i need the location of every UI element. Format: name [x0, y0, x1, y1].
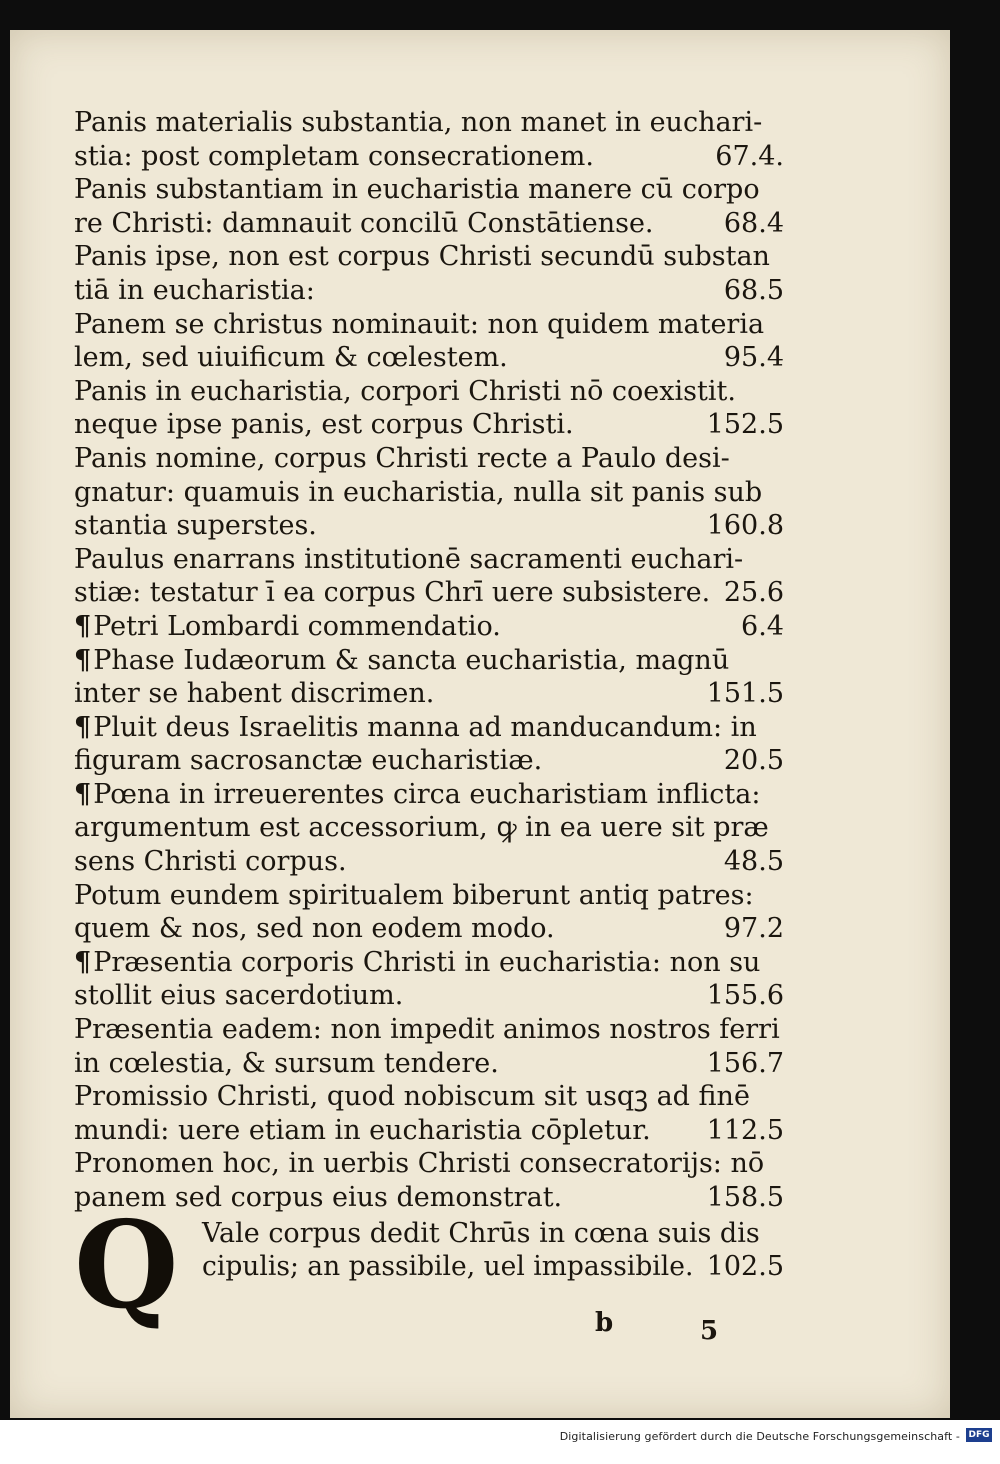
index-entry-text: quem & nos, sed non eodem modo.	[74, 913, 555, 945]
index-entry-text: cipulis; an passibile, uel impassibile.	[202, 1251, 694, 1283]
index-entry-text: panem sed corpus eius demonstrat.	[74, 1182, 563, 1213]
index-line	[74, 576, 784, 610]
index-line	[74, 1047, 784, 1081]
pilcrow-mark: ¶	[74, 644, 92, 676]
page-reference: 6.4	[741, 610, 784, 642]
index-entry-text: Præsentia corporis Christi in eucharistia: non su	[93, 946, 761, 978]
page-reference: 160.8	[706, 510, 784, 542]
index-entry-text: Panis nomine, corpus Christi recte a Paulo desi-	[74, 442, 730, 474]
index-line	[74, 1013, 784, 1047]
index-line	[74, 644, 784, 678]
index-line	[74, 274, 784, 308]
index-entry-text: Panem se christus nominauit: non quidem materia	[74, 308, 765, 340]
index-line	[74, 207, 784, 241]
index-entry-text: stiæ: testatur ī ea corpus Chrī uere subsistere.	[74, 577, 711, 609]
page-reference: 158.5	[706, 1182, 784, 1213]
index-line	[74, 778, 784, 812]
index-column	[74, 106, 784, 1336]
index-entry-text: tiā in eucharistia:	[74, 274, 315, 306]
book-page	[10, 30, 950, 1418]
pilcrow-mark: ¶	[74, 711, 92, 743]
index-entry-text: figuram sacrosanctæ eucharistiæ.	[74, 745, 543, 777]
index-entry-text: Paulus enarrans institutionē sacramenti euchari-	[74, 543, 744, 575]
index-line	[74, 140, 784, 174]
page-reference: 151.5	[706, 678, 784, 710]
page-reference: 97.2	[723, 913, 784, 945]
index-entry-text: re Christi: damnauit concilū Constātiense.	[74, 207, 654, 239]
index-entry-text: inter se habent discrimen.	[74, 678, 435, 710]
index-entry-text: Panis ipse, non est corpus Christi secundū substan	[74, 241, 770, 273]
index-entry-text: Præsentia eadem: non impedit animos nostros ferri	[74, 1014, 780, 1046]
index-entry-text: Potum eundem spiritualem biberunt antiq patres:	[74, 879, 754, 911]
index-line	[202, 1250, 784, 1284]
index-line	[74, 946, 784, 980]
catchword: 5	[700, 1316, 719, 1346]
pilcrow-mark: ¶	[74, 778, 92, 810]
index-line	[74, 912, 784, 946]
index-entry-text: Panis materialis substantia, non manet in euchari-	[74, 107, 763, 138]
signature-mark: b	[595, 1308, 614, 1338]
index-entry-text: Petri Lombardi commendatio.	[93, 610, 501, 642]
page-reference: 95.4	[723, 342, 784, 374]
index-line	[74, 543, 784, 577]
index-line	[74, 476, 784, 510]
dfg-logo: DFG	[966, 1428, 992, 1442]
index-line	[74, 744, 784, 778]
page-reference: 67.4.	[715, 140, 784, 172]
index-line	[74, 677, 784, 711]
pilcrow-mark: ¶	[74, 946, 92, 978]
index-line	[74, 610, 784, 644]
page-reference: 68.4	[723, 207, 784, 239]
index-entry-text: Pronomen hoc, in uerbis Christi consecratorijs: nō	[74, 1148, 765, 1180]
index-entry-text: neque ipse panis, est corpus Christi.	[74, 409, 574, 441]
index-line	[74, 341, 784, 375]
page-reference: 48.5	[723, 846, 784, 878]
index-entry-text: Pœna in irreuerentes circa eucharistiam inflicta:	[93, 778, 761, 810]
index-entry-text: Panis in eucharistia, corpori Christi nō coexistit.	[74, 375, 736, 407]
index-line	[74, 442, 784, 476]
index-line	[74, 979, 784, 1013]
index-entry-text: stia: post completam consecrationem.	[74, 140, 594, 172]
page-reference: 152.5	[706, 409, 784, 441]
index-line	[74, 711, 784, 745]
index-entry-text: Promissio Christi, quod nobiscum sit usqꝫ ad finē	[74, 1081, 750, 1113]
page-reference: 68.5	[723, 274, 784, 306]
footer-bar	[0, 1420, 1000, 1464]
index-line	[74, 845, 784, 879]
page-reference: 156.7	[706, 1047, 784, 1079]
index-line	[74, 375, 784, 409]
index-entry-text: sens Christi corpus.	[74, 846, 347, 878]
index-entry-text: Panis substantiam in eucharistia manere cū corpo	[74, 174, 760, 206]
index-entry-text: Vale corpus dedit Chrūs in cœna suis dis	[202, 1217, 760, 1249]
index-line	[74, 240, 784, 274]
index-entry-text: Pluit deus Israelitis manna ad manducandum: in	[93, 711, 757, 743]
index-entry-text: stollit eius sacerdotium.	[74, 980, 404, 1012]
index-line	[74, 106, 784, 140]
dropcap-letter: Q	[74, 1194, 179, 1336]
index-entry-text: argumentum est accessorium, ꝙ in ea uere sit præ	[74, 812, 769, 844]
index-line	[74, 308, 784, 342]
page-reference: 112.5	[706, 1114, 784, 1146]
index-line	[74, 408, 784, 442]
pilcrow-mark: ¶	[74, 610, 92, 642]
page-reference: 25.6	[723, 577, 784, 609]
index-entry-text: gnatur: quamuis in eucharistia, nulla sit panis sub	[74, 476, 763, 508]
index-line	[74, 811, 784, 845]
index-entry-text: Phase Iudæorum & sancta eucharistia, magnū	[93, 644, 730, 676]
index-line	[74, 1080, 784, 1114]
index-entry-text: in cœlestia, & sursum tendere.	[74, 1047, 499, 1079]
index-entry-text: stantia superstes.	[74, 510, 317, 542]
index-line	[74, 1147, 784, 1181]
index-line	[74, 1181, 784, 1215]
index-line	[74, 1114, 784, 1148]
index-entry-text: mundi: uere etiam in eucharistia cōpletur.	[74, 1114, 651, 1146]
index-line	[74, 173, 784, 207]
page-reference: 20.5	[723, 745, 784, 777]
funding-note: Digitalisierung gefördert durch die Deutsche Forschungsgemeinschaft -	[559, 1430, 960, 1443]
page-reference: 102.5	[706, 1251, 784, 1283]
index-line	[74, 509, 784, 543]
dropcap-lines	[202, 1217, 784, 1284]
index-entry-text: lem, sed uiuificum & cœlestem.	[74, 342, 508, 374]
index-line	[74, 879, 784, 913]
page-reference: 155.6	[706, 980, 784, 1012]
index-line	[202, 1217, 784, 1251]
